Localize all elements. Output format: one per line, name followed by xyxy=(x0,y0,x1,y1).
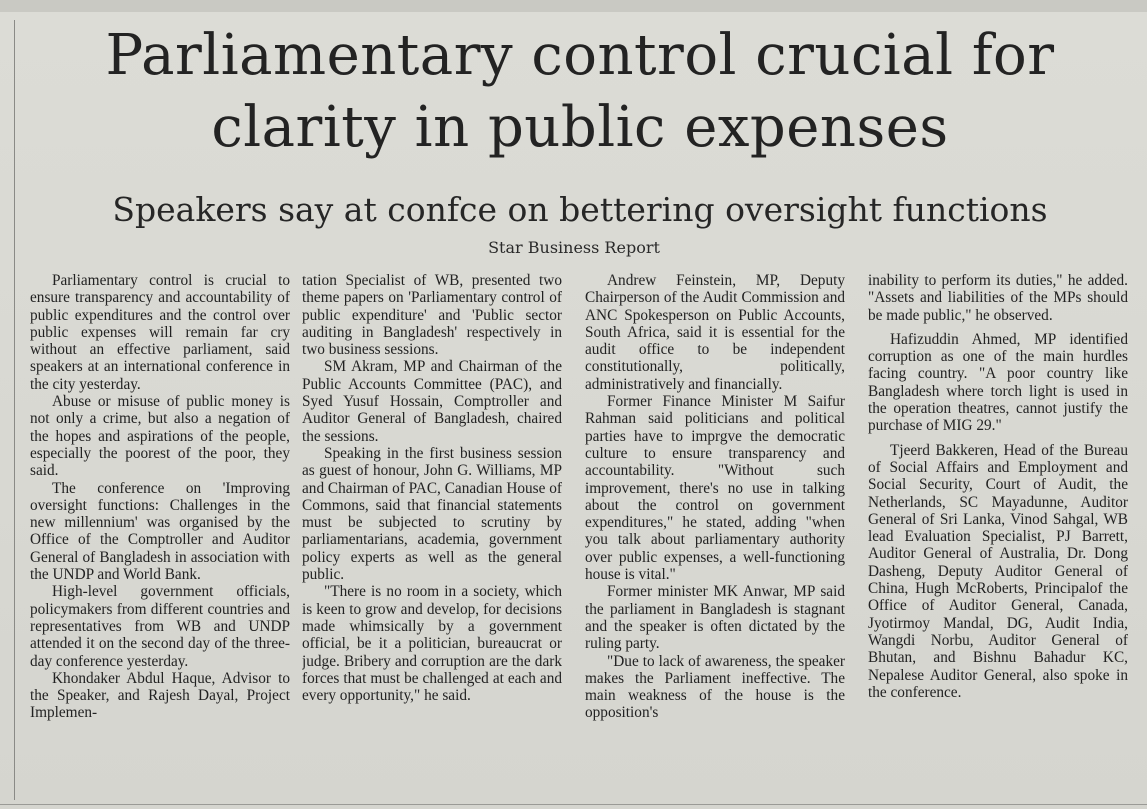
bottom-paper-edge xyxy=(0,804,1147,805)
paragraph: Former Finance Minister M Saifur Rahman said politicians and political parties have to imprgve the democratic culture to ensure transparency and accountability. "Without such improvement, there's no use in talking about the control on government expenditures," he stated, adding "when you talk about parliamentary authority over public expenses, a well-functioning house is vital." xyxy=(585,393,845,584)
article-column-2 xyxy=(302,272,562,802)
paragraph: Hafizuddin Ahmed, MP identified corruption as one of the main hurdles facing country. "A poor country like Bangladesh where torch light is used in the operation theatres, cannot justify the purchase of MIG 29." xyxy=(868,330,1128,435)
paragraph: Khondaker Abdul Haque, Advisor to the Speaker, and Rajesh Dayal, Project Implemen- xyxy=(30,669,290,722)
paragraph: High-level government officials, policymakers from different countries and representatives from WB and UNDP attended it on the second day of the three-day conference yesterday. xyxy=(30,583,290,670)
paragraph: tation Specialist of WB, presented two theme papers on 'Parliamentary control of public expenditure' and 'Public sector auditing in Bangladesh' respectively in two business sessions. xyxy=(302,272,562,359)
article-headline: Parliamentary control crucial for clarity in public expenses xyxy=(105,23,1055,160)
paragraph: Andrew Feinstein, MP, Deputy Chairperson of the Audit Commission and ANC Spokesperson on Public Accounts, South Africa, said it is essential for the audit office to be independent constitutionally, politically, administratively and financially. xyxy=(585,272,845,393)
paragraph: "There is no room in a society, which is keen to grow and develop, for decisions made whimsically by a government official, be it a politician, bureaucrat or judge. Bribery and corruption are the dark forces that must be challenged at each and every opportunity," he said. xyxy=(302,583,562,705)
top-paper-edge xyxy=(0,0,1147,12)
column-rule xyxy=(14,20,15,800)
article-column-1 xyxy=(30,272,290,802)
article-column-3 xyxy=(585,272,845,802)
paragraph: SM Akram, MP and Chairman of the Public Accounts Committee (PAC), and Syed Yusuf Hossain, Comptroller and Auditor General of Bangladesh, chaired the sessions. xyxy=(302,358,562,445)
article-subheadline: Speakers say at confce on bettering oversight functions xyxy=(112,190,1048,229)
paragraph: Tjeerd Bakkeren, Head of the Bureau of Social Affairs and Employment and Social Security, Court of Audit, the Netherlands, SC Mayadunne, Auditor General of Sri Lanka, Vinod Sahgal, WB lead Evaluation Specialist, PJ Barrett, Auditor General of Australia, Dr. Dong Dasheng, Deputy Auditor General of China, Hugh McRoberts, Principalof the Office of Auditor General, Canada, Jyotirmoy Mandal, DG, Audit India, Wangdi Norbu, Auditor General of Bhutan, and Bishnu Bahadur KC, Nepalese Auditor General, also spoke in the conference. xyxy=(868,441,1128,701)
paragraph: "Due to lack of awareness, the speaker makes the Parliament ineffective. The main weakness of the house is the opposition's xyxy=(585,652,845,722)
paragraph: Former minister MK Anwar, MP said the parliament in Bangladesh is stagnant and the speaker is often dictated by the ruling party. xyxy=(585,583,845,653)
paragraph: Abuse or misuse of public money is not only a crime, but also a negation of the hopes and aspirations of the people, especially the poorest of the poor, they said. xyxy=(30,393,290,480)
paragraph: The conference on 'Improving oversight functions: Challenges in the new millennium' was organised by the Office of the Comptroller and Auditor General of Bangladesh in association with the UNDP and World Bank. xyxy=(30,479,290,584)
article-column-4 xyxy=(868,272,1128,802)
paragraph: inability to perform its duties," he added. "Assets and liabilities of the MPs should be made public," he observed. xyxy=(868,272,1128,324)
paragraph: Parliamentary control is crucial to ensure transparency and accountability of public expenditures and the control over public expenses will remain far cry without an effective parliament, said speakers at an international conference in the city yesterday. xyxy=(30,272,290,393)
article-byline: Star Business Report xyxy=(488,238,660,257)
paragraph: Speaking in the first business session as guest of honour, John G. Williams, MP and Chairman of PAC, Canadian House of Commons, said that financial statements must be subjected to scrutiny by parliamentarians, academia, government policy experts as well as the general public. xyxy=(302,444,562,584)
